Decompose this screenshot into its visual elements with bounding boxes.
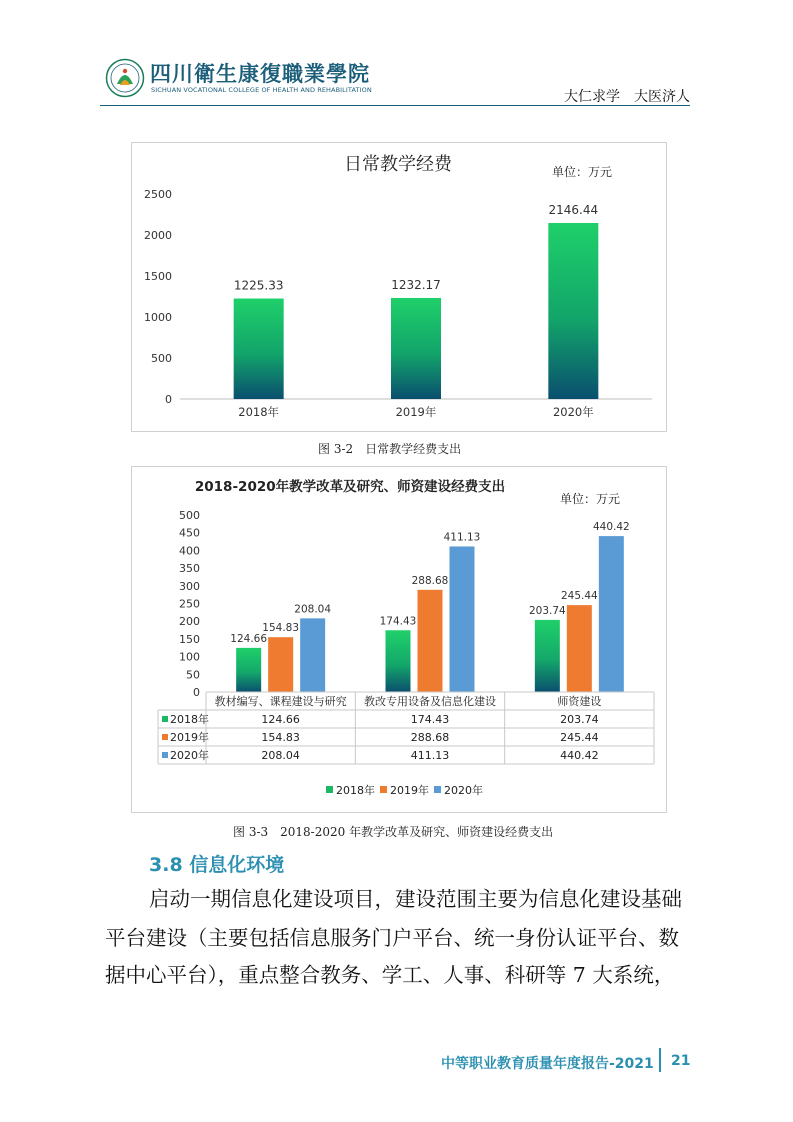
- chart1-y-tick-label: 0: [165, 393, 172, 406]
- chart2-data-label: 411.13: [443, 531, 481, 544]
- chart2-data-label: 203.74: [528, 604, 566, 617]
- chart2-table-cell: 203.74: [560, 713, 599, 726]
- chart2-data-label: 288.68: [411, 574, 449, 587]
- section-heading: 3.8 信息化环境: [149, 854, 285, 876]
- chart2-table-legend-key: [162, 734, 168, 740]
- chart1-y-tick-label: 1000: [144, 311, 172, 324]
- body-paragraph-line: 平台建设（主要包括信息服务门户平台、统一身份认证平台、数: [105, 926, 679, 950]
- chart1-title: 日常教学经费: [344, 154, 452, 175]
- chart2-svg: [132, 467, 666, 812]
- chart2-bar: [268, 637, 293, 692]
- chart2-table-cell: 124.66: [261, 713, 300, 726]
- chart2-bar: [386, 630, 411, 692]
- chart2-y-tick-label: 150: [179, 632, 200, 646]
- chart2-data-label: 124.66: [230, 632, 268, 645]
- chart2-category-label: 教改专用设备及信息化建设: [364, 695, 496, 708]
- chart2-bar: [599, 536, 624, 692]
- chart2-bar: [450, 546, 475, 692]
- chart2-bar: [567, 605, 592, 692]
- chart2-legend-swatch: [380, 786, 387, 793]
- chart2-data-label: 440.42: [592, 521, 630, 534]
- chart1-x-tick-label: 2020年: [552, 405, 594, 419]
- chart2-table-series-name: 2018年: [170, 713, 209, 726]
- chart1-unit: 单位：万元: [551, 165, 612, 179]
- chart1-svg: [132, 143, 666, 431]
- chart1-y-tick-label: 2000: [144, 229, 172, 242]
- chart2-y-tick-label: 200: [179, 615, 200, 629]
- chart2-table-series-name: 2019年: [170, 731, 209, 744]
- chart2-table-cell: 288.68: [410, 731, 450, 744]
- chart2-data-label: 208.04: [294, 603, 332, 616]
- chart1-data-label: 1232.17: [391, 277, 441, 292]
- school-name-english: SICHUAN VOCATIONAL COLLEGE OF HEALTH AND REHABILITATION: [151, 86, 372, 94]
- chart1-data-label: 1225.33: [233, 278, 284, 293]
- chart1-y-tick-label: 2500: [144, 188, 172, 201]
- chart2-y-tick-label: 100: [179, 650, 200, 664]
- chart2-table-cell: 245.44: [560, 731, 599, 744]
- body-paragraph-line: 启动一期信息化建设项目，建设范围主要为信息化建设基础: [149, 887, 682, 911]
- chart2-table-cell: 440.42: [560, 749, 599, 762]
- chart2-data-label: 174.43: [379, 615, 417, 628]
- chart2-y-tick-label: 300: [179, 579, 200, 593]
- chart2-category-label: 师资建设: [557, 695, 602, 708]
- chart2-table-cell: 411.13: [410, 749, 450, 762]
- chart2-bar: [418, 590, 443, 692]
- chart2-table-cell: 174.43: [410, 713, 450, 726]
- chart2-y-tick-label: 250: [179, 597, 200, 611]
- chart1-bar: [391, 298, 441, 399]
- chart2-y-tick-label: 500: [179, 509, 200, 522]
- chart2-table-cell: 154.83: [261, 731, 300, 744]
- chart2-bar: [300, 618, 325, 692]
- chart1-y-tick-label: 1500: [144, 270, 172, 283]
- chart1-x-tick-label: 2018年: [238, 405, 280, 419]
- college-motto: 大仁求学 大医济人: [564, 89, 690, 105]
- chart2-table-legend-key: [162, 752, 168, 758]
- chart2-bar: [535, 620, 560, 692]
- college-logo: [105, 58, 145, 98]
- chart2-legend-label: 2020年: [444, 784, 483, 797]
- chart1-y-tick-label: 500: [151, 352, 172, 365]
- footer-report-title: 中等职业教育质量年度报告-2021: [441, 1056, 654, 1072]
- chart2-legend-swatch: [326, 786, 333, 793]
- daily-teaching-expense-chart: [131, 142, 667, 432]
- chart2-y-tick-label: 400: [179, 544, 200, 558]
- chart1-bar: [548, 223, 598, 399]
- chart2-legend-label: 2018年: [336, 784, 375, 797]
- chart2-y-tick-label: 0: [193, 686, 200, 699]
- chart2-data-label: 154.83: [262, 622, 300, 635]
- chart2-unit: 单位：万元: [559, 492, 620, 506]
- chart2-bar: [236, 648, 261, 692]
- figure-caption-3-2: 图 3-2 日常教学经费支出: [318, 442, 462, 456]
- chart2-y-tick-label: 450: [179, 526, 200, 540]
- chart2-y-tick-label: 50: [186, 668, 200, 682]
- chart1-data-label: 2146.44: [548, 202, 599, 217]
- body-paragraph-line: 据中心平台），重点整合教务、学工、人事、科研等 7 大系统，: [105, 963, 675, 987]
- chart2-table-cell: 208.04: [261, 749, 300, 762]
- chart2-data-label: 245.44: [560, 590, 598, 603]
- chart2-y-tick-label: 350: [179, 562, 200, 576]
- chart1-x-tick-label: 2019年: [395, 405, 437, 419]
- chart2-table-series-name: 2020年: [170, 749, 209, 762]
- figure-caption-3-3: 图 3-3 2018-2020 年教学改革及研究、师资建设经费支出: [233, 825, 554, 839]
- chart2-title: 2018-2020年教学改革及研究、师资建设经费支出: [194, 479, 506, 495]
- chart2-legend-label: 2019年: [390, 784, 429, 797]
- chart1-bar: [234, 299, 284, 399]
- footer-divider: [659, 1048, 661, 1072]
- chart2-table-legend-key: [162, 716, 168, 722]
- chart2-category-label: 教材编写、课程建设与研究: [214, 695, 347, 708]
- school-name: 四川衛生康復職業學院: [150, 61, 370, 86]
- header-divider: [100, 105, 690, 106]
- page-number: 21: [671, 1053, 691, 1069]
- chart2-legend-swatch: [434, 786, 441, 793]
- teaching-reform-expense-chart: [131, 466, 667, 813]
